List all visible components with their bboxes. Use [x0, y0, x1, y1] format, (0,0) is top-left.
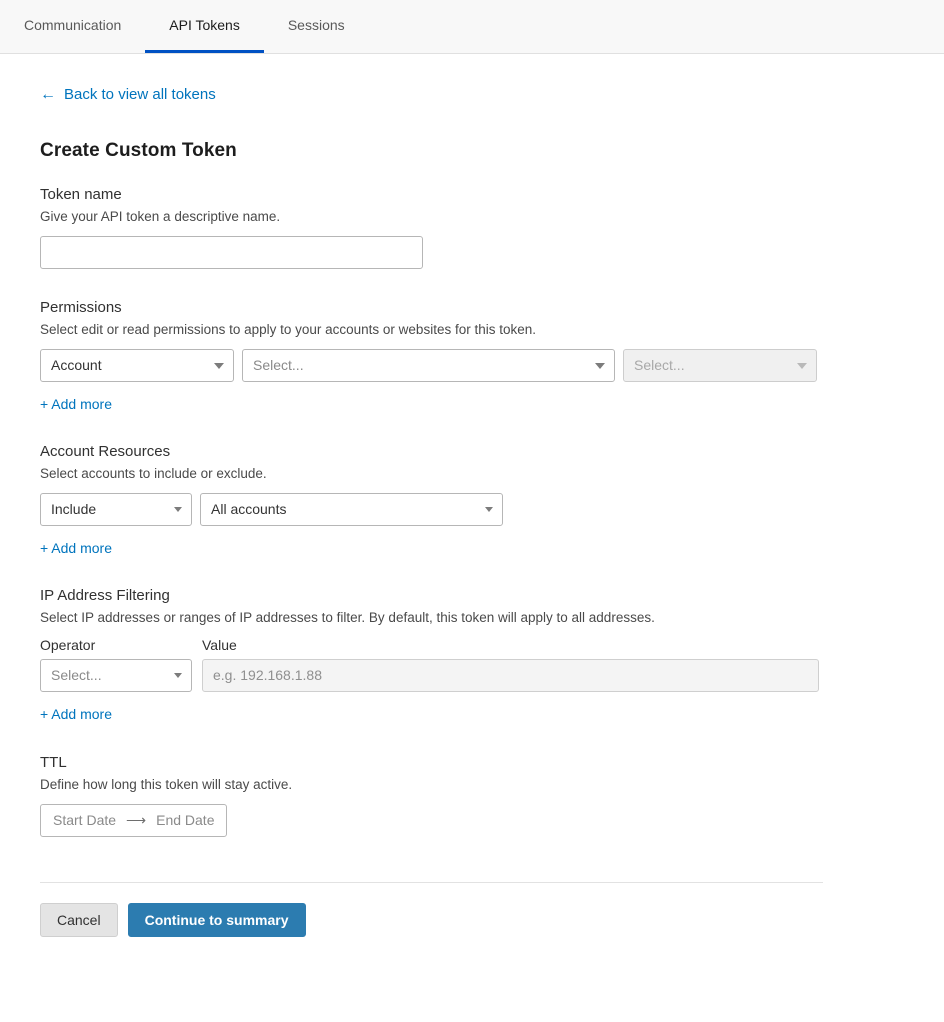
cancel-button[interactable]: Cancel: [40, 903, 118, 937]
permission-resource-value: Select...: [253, 357, 304, 373]
footer-actions: [40, 903, 904, 937]
tab-communication[interactable]: [0, 0, 145, 53]
permissions-add-more-link[interactable]: + Add more: [40, 395, 112, 412]
arrow-left-icon: ←: [40, 85, 56, 103]
continue-to-summary-button[interactable]: Continue to summary: [128, 903, 306, 937]
ip-filtering-description: Select IP addresses or ranges of IP addresses to filter. By default, this token will apply to all addresses.: [40, 609, 655, 625]
chevron-down-icon: [595, 363, 605, 369]
tab-api-tokens[interactable]: [145, 0, 264, 53]
account-resources-section: [40, 443, 904, 558]
permission-scope-value: Account: [51, 357, 102, 373]
permission-access-select: [623, 349, 817, 382]
chevron-down-icon: [174, 673, 182, 678]
ip-value-input[interactable]: [202, 659, 819, 692]
account-resources-row: [40, 493, 904, 526]
ip-filtering-section: [40, 587, 904, 724]
ip-operator-value: Select...: [51, 667, 102, 683]
chevron-down-icon: [797, 363, 807, 369]
permission-scope-select[interactable]: [40, 349, 234, 382]
ttl-date-range-picker[interactable]: [40, 804, 227, 837]
permission-access-value: Select...: [634, 357, 685, 373]
account-resources-label: Account Resources: [40, 442, 171, 460]
ip-value-label: Value: [202, 636, 237, 653]
ip-operator-select[interactable]: [40, 659, 192, 692]
back-to-all-tokens-link[interactable]: [40, 86, 216, 103]
chevron-down-icon: [174, 507, 182, 512]
ip-value-group: [202, 637, 819, 692]
ip-operator-label: Operator: [40, 636, 96, 653]
account-resources-mode-value: Include: [51, 501, 97, 517]
permissions-description: Select edit or read permissions to apply to your accounts or websites for this token.: [40, 321, 536, 337]
token-name-label: Token name: [40, 185, 122, 203]
create-token-page: [0, 54, 944, 937]
permissions-row: [40, 349, 904, 382]
account-resources-account-value: All accounts: [211, 501, 287, 517]
account-resources-account-select[interactable]: [200, 493, 503, 526]
ttl-description: Define how long this token will stay active.: [40, 776, 293, 792]
page-title: Create Custom Token: [40, 139, 237, 161]
arrow-right-icon: ⟶: [126, 811, 147, 828]
account-resources-description: Select accounts to include or exclude.: [40, 465, 267, 481]
ttl-start-date-field[interactable]: Start Date: [53, 812, 117, 828]
chevron-down-icon: [485, 507, 493, 512]
chevron-down-icon: [214, 363, 224, 369]
ttl-section: [40, 754, 904, 837]
tab-sessions-label: Sessions: [287, 17, 345, 33]
token-name-description: Give your API token a descriptive name.: [40, 208, 281, 224]
tab-sessions[interactable]: [264, 0, 369, 53]
tab-api-tokens-label: API Tokens: [169, 17, 240, 33]
tab-communication-label: Communication: [24, 17, 122, 33]
ip-filtering-row: [40, 637, 904, 692]
ttl-end-date-field[interactable]: End Date: [156, 812, 215, 828]
account-resources-mode-select[interactable]: [40, 493, 192, 526]
account-resources-add-more-link[interactable]: + Add more: [40, 539, 112, 556]
ttl-label: TTL: [40, 753, 67, 771]
token-name-input[interactable]: [40, 236, 423, 269]
permissions-section: [40, 299, 904, 414]
ip-filtering-label: IP Address Filtering: [40, 586, 170, 604]
ip-operator-group: [40, 637, 192, 692]
permission-resource-select[interactable]: [242, 349, 615, 382]
permissions-label: Permissions: [40, 298, 122, 316]
token-name-section: [40, 186, 904, 269]
footer-divider: [40, 882, 823, 883]
ip-filtering-add-more-link[interactable]: + Add more: [40, 705, 112, 722]
back-link-label: Back to view all tokens: [64, 86, 216, 103]
settings-tab-bar: [0, 0, 944, 54]
